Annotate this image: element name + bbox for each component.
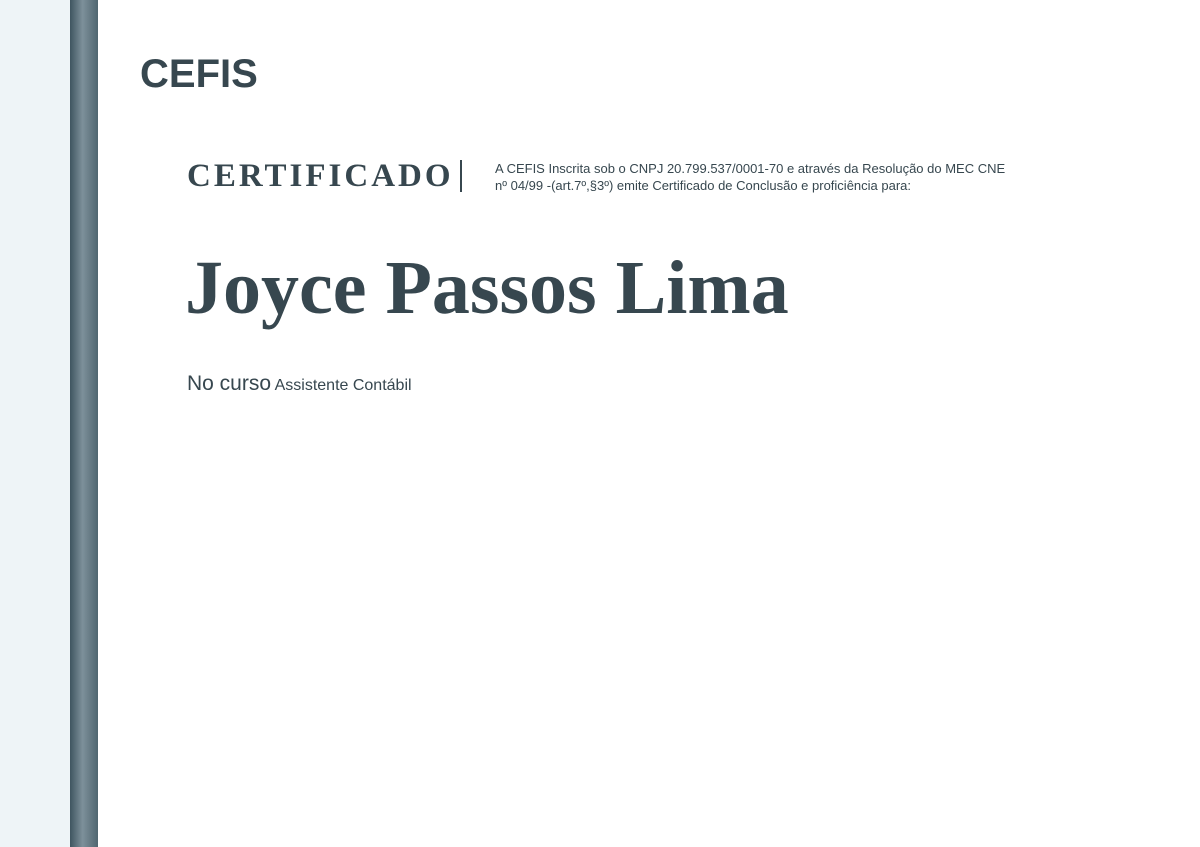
vertical-accent-bar [70, 0, 98, 847]
course-name: Assistente Contábil [274, 377, 412, 394]
logo-wordmark: CEFIS [140, 52, 258, 96]
cefis-logo [140, 52, 258, 97]
decorative-line-pattern [0, 0, 70, 847]
course-line [187, 372, 412, 396]
course-prefix: No curso [187, 372, 272, 395]
issuer-statement: A CEFIS Inscrita sob o CNPJ 20.799.537/0001-70 e através da Resolução do MEC CNE nº 04/99 -(art.7º,§3º) emite Certificado de Conclusão e proficiência para: [495, 161, 1006, 193]
student-name: Joyce Passos Lima [185, 246, 789, 330]
certificate-title: CERTIFICADO [187, 158, 454, 194]
title-divider [460, 160, 462, 192]
